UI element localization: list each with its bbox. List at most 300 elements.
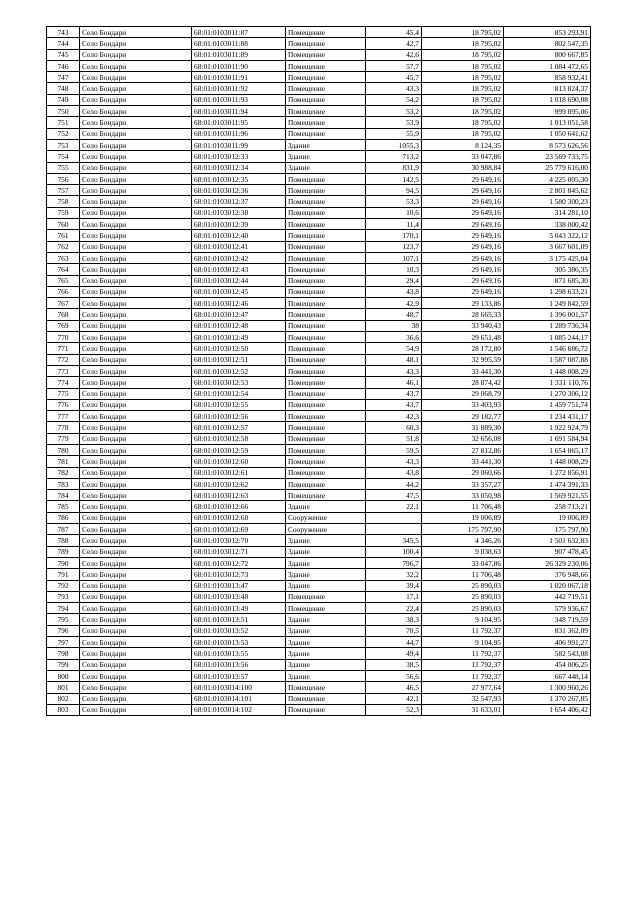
cadastral-number-cell: 68:01:0103011:87	[192, 27, 286, 38]
table-row	[47, 252, 591, 263]
area-cell: 713,2	[366, 151, 422, 162]
object-type-cell: Помещение	[286, 196, 366, 207]
row-number-cell: 754	[47, 151, 80, 162]
unit-value-cell: 11 792,37	[422, 670, 504, 681]
object-type-cell: Помещение	[286, 309, 366, 320]
cadastral-number-cell: 68:01:0103011:99	[192, 139, 286, 150]
object-type-cell: Помещение	[286, 693, 366, 704]
cadastral-value-cell: 25 779 616,00	[504, 162, 591, 173]
unit-value-cell: 11 792,37	[422, 648, 504, 659]
locality-cell: Село Бондари	[80, 377, 192, 388]
cadastral-value-cell: 1 654 406,42	[504, 704, 591, 715]
row-number-cell: 770	[47, 332, 80, 343]
object-type-cell: Здание	[286, 569, 366, 580]
area-cell: 123,7	[366, 241, 422, 252]
locality-cell: Село Бондари	[80, 128, 192, 139]
table-row	[47, 94, 591, 105]
cadastral-value-cell: 1 018 690,08	[504, 94, 591, 105]
unit-value-cell: 25 890,03	[422, 591, 504, 602]
cadastral-number-cell: 68:01:0103012:43	[192, 264, 286, 275]
area-cell: 94,5	[366, 185, 422, 196]
row-number-cell: 751	[47, 117, 80, 128]
locality-cell: Село Бондари	[80, 275, 192, 286]
table-row	[47, 411, 591, 422]
object-type-cell: Помещение	[286, 343, 366, 354]
cadastral-value-cell: 1 546 686,72	[504, 343, 591, 354]
unit-value-cell: 29 649,16	[422, 252, 504, 263]
row-number-cell: 796	[47, 625, 80, 636]
locality-cell: Село Бондари	[80, 693, 192, 704]
cadastral-value-cell: 348 719,59	[504, 614, 591, 625]
cadastral-value-cell: 8 573 626,56	[504, 139, 591, 150]
locality-cell: Село Бондари	[80, 185, 192, 196]
area-cell: 100,4	[366, 546, 422, 557]
unit-value-cell: 29 649,16	[422, 241, 504, 252]
locality-cell: Село Бондари	[80, 388, 192, 399]
cadastral-number-cell: 68:01:0103012:60	[192, 456, 286, 467]
locality-cell: Село Бондари	[80, 625, 192, 636]
cadastral-value-cell: 579 936,67	[504, 603, 591, 614]
unit-value-cell: 29 649,16	[422, 207, 504, 218]
table-row	[47, 72, 591, 83]
area-cell: 57,7	[366, 60, 422, 71]
cadastral-value-cell: 19 006,89	[504, 512, 591, 523]
unit-value-cell: 18 795,02	[422, 72, 504, 83]
cadastral-value-cell: 454 006,25	[504, 659, 591, 670]
row-number-cell: 761	[47, 230, 80, 241]
cadastral-value-cell: 1 300 960,26	[504, 682, 591, 693]
cadastral-number-cell: 68:01:0103012:47	[192, 309, 286, 320]
cadastral-value-cell: 1 020 067,18	[504, 580, 591, 591]
table-row	[47, 106, 591, 117]
locality-cell: Село Бондари	[80, 467, 192, 478]
row-number-cell: 802	[47, 693, 80, 704]
table-row	[47, 128, 591, 139]
unit-value-cell: 29 182,77	[422, 411, 504, 422]
area-cell: 45,7	[366, 72, 422, 83]
unit-value-cell: 29 651,48	[422, 332, 504, 343]
locality-cell: Село Бондари	[80, 264, 192, 275]
table-row	[47, 162, 591, 173]
row-number-cell: 794	[47, 603, 80, 614]
table-row	[47, 354, 591, 365]
locality-cell: Село Бондари	[80, 422, 192, 433]
object-type-cell: Здание	[286, 637, 366, 648]
row-number-cell: 772	[47, 354, 80, 365]
table-row	[47, 27, 591, 38]
locality-cell: Село Бондари	[80, 557, 192, 568]
unit-value-cell: 18 795,02	[422, 60, 504, 71]
table-row	[47, 219, 591, 230]
unit-value-cell: 9 104,95	[422, 637, 504, 648]
cadastral-value-cell: 1 448 008,29	[504, 456, 591, 467]
table-row	[47, 60, 591, 71]
table-row	[47, 83, 591, 94]
locality-cell: Село Бондари	[80, 252, 192, 263]
unit-value-cell: 25 890,03	[422, 580, 504, 591]
object-type-cell: Здание	[286, 501, 366, 512]
unit-value-cell: 9 104,95	[422, 614, 504, 625]
object-type-cell: Здание	[286, 648, 366, 659]
area-cell: 10,6	[366, 207, 422, 218]
row-number-cell: 791	[47, 569, 80, 580]
area-cell: 44,2	[366, 478, 422, 489]
object-type-cell: Помещение	[286, 173, 366, 184]
area-cell: 44,7	[366, 637, 422, 648]
row-number-cell: 759	[47, 207, 80, 218]
row-number-cell: 750	[47, 106, 80, 117]
cadastral-value-cell: 1 298 633,21	[504, 286, 591, 297]
locality-cell: Село Бондари	[80, 196, 192, 207]
area-cell: 38	[366, 320, 422, 331]
cadastral-number-cell: 68:01:0103012:39	[192, 219, 286, 230]
row-number-cell: 764	[47, 264, 80, 275]
table-row	[47, 456, 591, 467]
cadastral-value-cell: 3 667 601,09	[504, 241, 591, 252]
locality-cell: Село Бондари	[80, 286, 192, 297]
locality-cell: Село Бондари	[80, 49, 192, 60]
unit-value-cell: 28 665,33	[422, 309, 504, 320]
object-type-cell: Помещение	[286, 456, 366, 467]
cadastral-value-cell: 831 362,09	[504, 625, 591, 636]
row-number-cell: 781	[47, 456, 80, 467]
cadastral-number-cell: 68:01:0103014:101	[192, 693, 286, 704]
locality-cell: Село Бондари	[80, 411, 192, 422]
table-row	[47, 264, 591, 275]
row-number-cell: 777	[47, 411, 80, 422]
cadastral-number-cell: 68:01:0103012:46	[192, 298, 286, 309]
row-number-cell: 743	[47, 27, 80, 38]
row-number-cell: 782	[47, 467, 80, 478]
object-type-cell: Помещение	[286, 264, 366, 275]
cadastral-value-cell: 1 691 584,94	[504, 433, 591, 444]
cadastral-value-cell: 1 501 632,83	[504, 535, 591, 546]
cadastral-value-cell: 1 331 110,76	[504, 377, 591, 388]
cadastral-number-cell: 68:01:0103011:93	[192, 94, 286, 105]
unit-value-cell: 31 633,01	[422, 704, 504, 715]
row-number-cell: 785	[47, 501, 80, 512]
unit-value-cell: 11 706,48	[422, 569, 504, 580]
object-type-cell: Помещение	[286, 422, 366, 433]
table-row	[47, 377, 591, 388]
cadastral-number-cell: 68:01:0103013:47	[192, 580, 286, 591]
cadastral-value-cell: 1 289 736,34	[504, 320, 591, 331]
locality-cell: Село Бондари	[80, 512, 192, 523]
cadastral-number-cell: 68:01:0103012:36	[192, 185, 286, 196]
object-type-cell: Помещение	[286, 128, 366, 139]
object-type-cell: Здание	[286, 162, 366, 173]
area-cell: 48,7	[366, 309, 422, 320]
object-type-cell: Помещение	[286, 219, 366, 230]
area-cell: 10,3	[366, 264, 422, 275]
cadastral-value-cell: 802 547,35	[504, 38, 591, 49]
cadastral-number-cell: 68:01:0103012:35	[192, 173, 286, 184]
locality-cell: Село Бондари	[80, 343, 192, 354]
object-type-cell: Сооружение	[286, 524, 366, 535]
object-type-cell: Помещение	[286, 467, 366, 478]
table-row	[47, 614, 591, 625]
object-type-cell: Помещение	[286, 298, 366, 309]
cadastral-value-cell: 1 569 921,55	[504, 490, 591, 501]
unit-value-cell: 27 812,86	[422, 444, 504, 455]
cadastral-number-cell: 68:01:0103013:49	[192, 603, 286, 614]
cadastral-number-cell: 68:01:0103012:71	[192, 546, 286, 557]
cadastral-number-cell: 68:01:0103012:62	[192, 478, 286, 489]
cadastral-value-cell: 907 478,45	[504, 546, 591, 557]
cadastral-value-cell: 314 281,10	[504, 207, 591, 218]
object-type-cell: Помещение	[286, 72, 366, 83]
table-row	[47, 580, 591, 591]
row-number-cell: 758	[47, 196, 80, 207]
row-number-cell: 744	[47, 38, 80, 49]
cadastral-value-cell: 406 991,27	[504, 637, 591, 648]
unit-value-cell: 29 649,16	[422, 219, 504, 230]
row-number-cell: 778	[47, 422, 80, 433]
cadastral-value-cell: 582 543,08	[504, 648, 591, 659]
unit-value-cell: 28 874,42	[422, 377, 504, 388]
unit-value-cell: 18 795,02	[422, 117, 504, 128]
row-number-cell: 790	[47, 557, 80, 568]
table-row	[47, 185, 591, 196]
locality-cell: Село Бондари	[80, 106, 192, 117]
table-row	[47, 682, 591, 693]
cadastral-value-table	[46, 26, 591, 716]
cadastral-value-cell: 376 948,66	[504, 569, 591, 580]
table-row	[47, 501, 591, 512]
object-type-cell: Помещение	[286, 444, 366, 455]
locality-cell: Село Бондари	[80, 524, 192, 535]
cadastral-number-cell: 68:01:0103012:56	[192, 411, 286, 422]
object-type-cell: Помещение	[286, 411, 366, 422]
locality-cell: Село Бондари	[80, 139, 192, 150]
table-row	[47, 309, 591, 320]
area-cell: 52,3	[366, 704, 422, 715]
object-type-cell: Здание	[286, 557, 366, 568]
row-number-cell: 788	[47, 535, 80, 546]
unit-value-cell: 18 795,02	[422, 83, 504, 94]
unit-value-cell: 25 890,03	[422, 603, 504, 614]
area-cell: 43,3	[366, 83, 422, 94]
object-type-cell: Здание	[286, 546, 366, 557]
unit-value-cell: 29 649,16	[422, 264, 504, 275]
cadastral-number-cell: 68:01:0103012:73	[192, 569, 286, 580]
locality-cell: Село Бондари	[80, 365, 192, 376]
locality-cell: Село Бондари	[80, 207, 192, 218]
area-cell	[366, 512, 422, 523]
area-cell: 36,6	[366, 332, 422, 343]
unit-value-cell: 18 795,02	[422, 27, 504, 38]
unit-value-cell: 19 006,89	[422, 512, 504, 523]
table-row	[47, 196, 591, 207]
cadastral-value-cell: 1 085 244,17	[504, 332, 591, 343]
row-number-cell: 800	[47, 670, 80, 681]
unit-value-cell: 29 649,16	[422, 196, 504, 207]
cadastral-number-cell: 68:01:0103012:54	[192, 388, 286, 399]
table-row	[47, 512, 591, 523]
cadastral-value-cell: 871 685,30	[504, 275, 591, 286]
locality-cell: Село Бондари	[80, 83, 192, 94]
object-type-cell: Здание	[286, 151, 366, 162]
area-cell: 46,5	[366, 682, 422, 693]
area-cell: 54,9	[366, 343, 422, 354]
area-cell: 51,8	[366, 433, 422, 444]
table-row	[47, 648, 591, 659]
object-type-cell: Помещение	[286, 207, 366, 218]
cadastral-number-cell: 68:01:0103012:51	[192, 354, 286, 365]
area-cell: 42,9	[366, 298, 422, 309]
row-number-cell: 771	[47, 343, 80, 354]
locality-cell: Село Бондари	[80, 162, 192, 173]
cadastral-number-cell: 68:01:0103013:52	[192, 625, 286, 636]
table-row	[47, 298, 591, 309]
object-type-cell: Здание	[286, 580, 366, 591]
cadastral-value-cell: 1 448 008,29	[504, 365, 591, 376]
table-row	[47, 173, 591, 184]
cadastral-number-cell: 68:01:0103012:70	[192, 535, 286, 546]
cadastral-value-cell: 1 084 472,65	[504, 60, 591, 71]
unit-value-cell: 30 988,84	[422, 162, 504, 173]
object-type-cell: Помещение	[286, 230, 366, 241]
area-cell: 60,3	[366, 422, 422, 433]
row-number-cell: 769	[47, 320, 80, 331]
locality-cell: Село Бондари	[80, 478, 192, 489]
unit-value-cell: 29 060,66	[422, 467, 504, 478]
cadastral-number-cell: 68:01:0103014:100	[192, 682, 286, 693]
cadastral-value-cell: 853 293,91	[504, 27, 591, 38]
table-row	[47, 433, 591, 444]
unit-value-cell: 11 706,48	[422, 501, 504, 512]
row-number-cell: 783	[47, 478, 80, 489]
area-cell: 38,5	[366, 659, 422, 670]
cadastral-number-cell: 68:01:0103011:92	[192, 83, 286, 94]
row-number-cell: 801	[47, 682, 80, 693]
row-number-cell: 749	[47, 94, 80, 105]
cadastral-number-cell: 68:01:0103011:91	[192, 72, 286, 83]
unit-value-cell: 33 940,43	[422, 320, 504, 331]
cadastral-number-cell: 68:01:0103012:66	[192, 501, 286, 512]
row-number-cell: 797	[47, 637, 80, 648]
cadastral-number-cell: 68:01:0103011:96	[192, 128, 286, 139]
object-type-cell: Помещение	[286, 354, 366, 365]
area-cell: 22,1	[366, 501, 422, 512]
unit-value-cell: 32 995,59	[422, 354, 504, 365]
locality-cell: Село Бондари	[80, 444, 192, 455]
row-number-cell: 780	[47, 444, 80, 455]
cadastral-number-cell: 68:01:0103012:52	[192, 365, 286, 376]
area-cell: 22,4	[366, 603, 422, 614]
area-cell: 107,1	[366, 252, 422, 263]
cadastral-value-cell: 1 459 751,74	[504, 399, 591, 410]
locality-cell: Село Бондари	[80, 219, 192, 230]
cadastral-value-cell: 1 922 924,79	[504, 422, 591, 433]
cadastral-value-cell: 800 667,85	[504, 49, 591, 60]
unit-value-cell: 32 547,93	[422, 693, 504, 704]
object-type-cell: Помещение	[286, 27, 366, 38]
table-row	[47, 38, 591, 49]
cadastral-number-cell: 68:01:0103011:88	[192, 38, 286, 49]
unit-value-cell: 11 792,37	[422, 625, 504, 636]
locality-cell: Село Бондари	[80, 648, 192, 659]
table-row	[47, 49, 591, 60]
cadastral-number-cell: 68:01:0103013:51	[192, 614, 286, 625]
area-cell: 42,1	[366, 693, 422, 704]
object-type-cell: Здание	[286, 614, 366, 625]
object-type-cell: Помещение	[286, 94, 366, 105]
locality-cell: Село Бондари	[80, 580, 192, 591]
row-number-cell: 787	[47, 524, 80, 535]
cadastral-number-cell: 68:01:0103012:41	[192, 241, 286, 252]
locality-cell: Село Бондари	[80, 456, 192, 467]
row-number-cell: 757	[47, 185, 80, 196]
row-number-cell: 746	[47, 60, 80, 71]
cadastral-number-cell: 68:01:0103013:56	[192, 659, 286, 670]
row-number-cell: 776	[47, 399, 80, 410]
locality-cell: Село Бондари	[80, 569, 192, 580]
area-cell: 170,1	[366, 230, 422, 241]
unit-value-cell: 18 795,02	[422, 106, 504, 117]
locality-cell: Село Бондари	[80, 682, 192, 693]
table-row	[47, 286, 591, 297]
object-type-cell: Помещение	[286, 332, 366, 343]
cadastral-value-cell: 999 895,06	[504, 106, 591, 117]
row-number-cell: 763	[47, 252, 80, 263]
unit-value-cell: 33 357,27	[422, 478, 504, 489]
cadastral-number-cell: 68:01:0103011:94	[192, 106, 286, 117]
object-type-cell: Помещение	[286, 252, 366, 263]
cadastral-number-cell: 68:01:0103012:68	[192, 512, 286, 523]
object-type-cell: Здание	[286, 670, 366, 681]
cadastral-number-cell: 68:01:0103012:38	[192, 207, 286, 218]
unit-value-cell: 33 050,98	[422, 490, 504, 501]
unit-value-cell: 31 889,30	[422, 422, 504, 433]
row-number-cell: 793	[47, 591, 80, 602]
locality-cell: Село Бондари	[80, 433, 192, 444]
area-cell	[366, 524, 422, 535]
row-number-cell: 766	[47, 286, 80, 297]
cadastral-value-cell: 1 654 865,17	[504, 444, 591, 455]
locality-cell: Село Бондари	[80, 309, 192, 320]
table-row	[47, 546, 591, 557]
area-cell: 46,1	[366, 377, 422, 388]
unit-value-cell: 11 792,37	[422, 659, 504, 670]
cadastral-number-cell: 68:01:0103013:48	[192, 591, 286, 602]
row-number-cell: 773	[47, 365, 80, 376]
unit-value-cell: 9 038,63	[422, 546, 504, 557]
cadastral-value-cell: 2 801 845,62	[504, 185, 591, 196]
unit-value-cell: 32 656,08	[422, 433, 504, 444]
locality-cell: Село Бондари	[80, 637, 192, 648]
area-cell: 38,3	[366, 614, 422, 625]
area-cell: 11,4	[366, 219, 422, 230]
locality-cell: Село Бондари	[80, 535, 192, 546]
cadastral-number-cell: 68:01:0103012:50	[192, 343, 286, 354]
cadastral-value-cell: 1 370 267,85	[504, 693, 591, 704]
object-type-cell: Помещение	[286, 286, 366, 297]
cadastral-value-cell: 23 569 733,75	[504, 151, 591, 162]
table-row	[47, 535, 591, 546]
area-cell: 43,8	[366, 467, 422, 478]
locality-cell: Село Бондари	[80, 94, 192, 105]
cadastral-number-cell: 68:01:0103012:69	[192, 524, 286, 535]
cadastral-number-cell: 68:01:0103012:58	[192, 433, 286, 444]
table-row	[47, 117, 591, 128]
cadastral-number-cell: 68:01:0103012:63	[192, 490, 286, 501]
area-cell: 142,5	[366, 173, 422, 184]
area-cell: 45,4	[366, 27, 422, 38]
row-number-cell: 789	[47, 546, 80, 557]
area-cell: 43,3	[366, 365, 422, 376]
cadastral-number-cell: 68:01:0103011:90	[192, 60, 286, 71]
